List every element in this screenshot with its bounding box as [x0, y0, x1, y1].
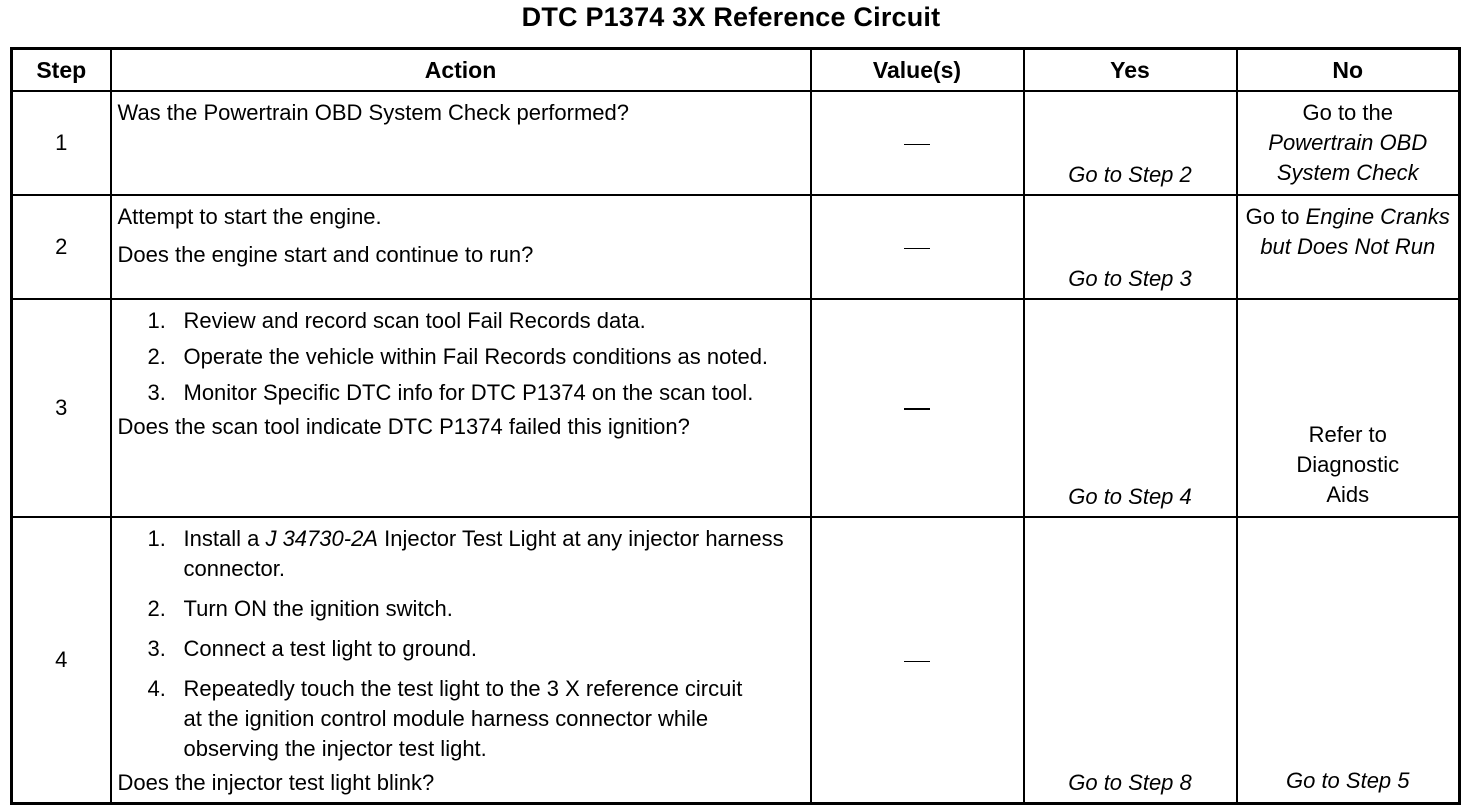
- action-cell: [111, 91, 811, 195]
- header-values: Value(s): [811, 49, 1024, 92]
- yes-cell: Go to Step 2: [1024, 91, 1237, 195]
- list-item-number: 3.: [147, 380, 166, 405]
- list-item-text: Repeatedly touch the test light to the 3 X reference circuit at the ignition control module harness connector while observing the injector test light.: [183, 676, 743, 761]
- no-cell: [1237, 299, 1460, 517]
- list-item-number: 2.: [147, 344, 166, 369]
- header-step: Step: [12, 49, 111, 92]
- list-item-text: Connect a test light to ground.: [183, 636, 478, 661]
- step-number: 1: [12, 91, 111, 195]
- action-cell: [111, 195, 811, 299]
- value-dash: [904, 408, 930, 410]
- table-row: [12, 299, 1460, 517]
- yes-cell: Go to Step 8: [1024, 517, 1237, 804]
- list-item-text: Review and record scan tool Fail Records data.: [183, 308, 646, 333]
- no-text: Refer to Diagnostic Aids: [1296, 422, 1400, 507]
- step-number: 4: [12, 517, 111, 804]
- no-cell: Go to Step 5: [1237, 517, 1460, 804]
- header-yes: Yes: [1024, 49, 1237, 92]
- list-item: [118, 634, 806, 664]
- list-item-number: 2.: [147, 596, 166, 621]
- yes-cell: Go to Step 4: [1024, 299, 1237, 517]
- value-cell: [811, 91, 1024, 195]
- table-row: [12, 517, 1460, 804]
- value-cell: [811, 517, 1024, 804]
- no-text: Go to the: [1302, 100, 1393, 125]
- header-action: Action: [111, 49, 811, 92]
- diagnostic-table: [10, 47, 1461, 805]
- list-item: [118, 342, 806, 372]
- action-question: Was the Powertrain OBD System Check performed?: [117, 100, 629, 125]
- list-item: [118, 306, 806, 336]
- yes-cell: Go to Step 3: [1024, 195, 1237, 299]
- list-item-number: 4.: [147, 676, 166, 701]
- list-item-number: 3.: [147, 636, 166, 661]
- no-link-text: Engine Cranks but Does Not Run: [1260, 204, 1450, 259]
- action-steps-list: [118, 524, 806, 764]
- tool-reference: J 34730-2A: [265, 526, 378, 551]
- page-title: DTC P1374 3X Reference Circuit: [521, 2, 941, 32]
- list-item-text: Operate the vehicle within Fail Records conditions as noted.: [183, 344, 769, 369]
- value-dash: [904, 661, 930, 662]
- action-question: Does the injector test light blink?: [117, 770, 435, 795]
- header-no: No: [1237, 49, 1460, 92]
- table-row: [12, 195, 1460, 299]
- action-cell: [111, 299, 811, 517]
- action-cell: [111, 517, 811, 804]
- no-cell: [1237, 91, 1460, 195]
- list-item-text: Injector Test Light at any injector harness connector.: [183, 526, 784, 581]
- step-number: 2: [12, 195, 111, 299]
- no-text: Go to: [1245, 204, 1300, 229]
- action-question: Does the scan tool indicate DTC P1374 failed this ignition?: [117, 414, 690, 439]
- value-dash: [904, 144, 930, 145]
- list-item-number: 1.: [147, 308, 166, 333]
- list-item-number: 1.: [147, 526, 166, 551]
- no-link-text: Powertrain OBD System Check: [1268, 130, 1428, 185]
- list-item: [118, 674, 806, 764]
- value-cell: [811, 195, 1024, 299]
- no-cell: [1237, 195, 1460, 299]
- step-number: 3: [12, 299, 111, 517]
- list-item: [118, 594, 806, 624]
- value-cell: [811, 299, 1024, 517]
- list-item: [118, 524, 806, 584]
- header-row: [12, 49, 1460, 92]
- list-item: [118, 378, 806, 408]
- action-question: Does the engine start and continue to run?: [117, 242, 534, 267]
- list-item-text: Install a: [183, 526, 260, 551]
- action-instruction: Attempt to start the engine.: [117, 204, 382, 229]
- list-item-text: Turn ON the ignition switch.: [183, 596, 453, 621]
- action-steps-list: [118, 306, 806, 408]
- list-item-text: Monitor Specific DTC info for DTC P1374 on the scan tool.: [183, 380, 754, 405]
- table-row: [12, 91, 1460, 195]
- value-dash: [904, 248, 930, 249]
